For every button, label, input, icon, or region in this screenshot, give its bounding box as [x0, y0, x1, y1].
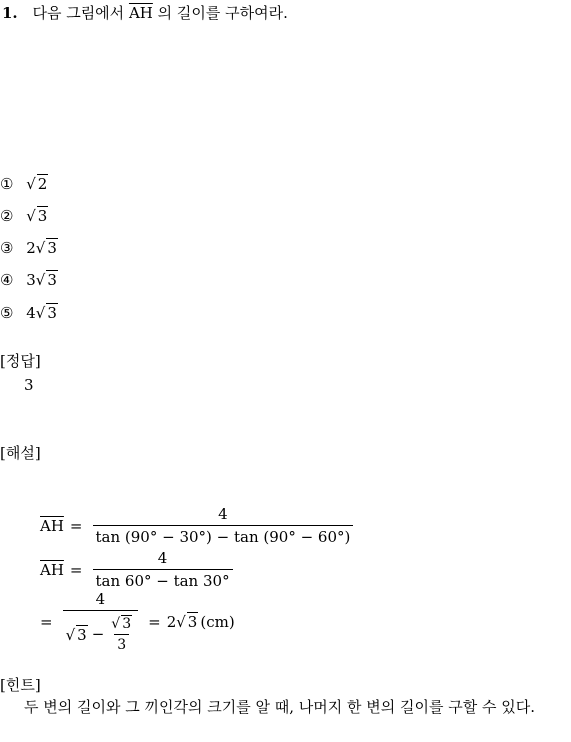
question-number: 1.	[2, 4, 18, 22]
option-2[interactable]	[0, 206, 48, 225]
sqrt-symbol: √ 3	[35, 239, 57, 257]
segment-ah: $\overline{AH}$	[40, 560, 64, 579]
option-marker: ⑤	[0, 304, 14, 322]
fraction: $\frac{√ 3}{3}$	[111, 616, 132, 653]
sqrt-symbol: √ 3	[35, 304, 57, 322]
segment-ah: $\overline{AH}$	[40, 516, 64, 535]
option-marker: ①	[0, 175, 14, 193]
question-line	[2, 2, 288, 23]
sqrt-symbol: √ 3	[111, 616, 132, 632]
fraction: $\frac{4}{\tan (90^\circ - 30^\circ) - \tan (90^\circ - 60^\circ)}$	[93, 505, 354, 546]
question-text-end: 의 길이를 구하여라.	[157, 4, 288, 22]
solution-line-1: $\overline{AH}$ = $\frac{4}{\tan (90^\circ - 30^\circ) - \tan (90^\circ - 60^\circ)}$	[40, 505, 357, 546]
sqrt-symbol: √ 2	[26, 175, 48, 193]
fraction: 4 √ 3 − $\frac{√ 3}{3}$	[63, 590, 139, 653]
option-5[interactable]: ⑤ 4√ 3	[0, 304, 57, 322]
option-3[interactable]: ③ 2√ 3	[0, 239, 57, 257]
hint-label: [힌트]	[0, 676, 41, 694]
option-marker: ②	[0, 207, 14, 225]
sqrt-symbol: √ 3	[35, 271, 57, 289]
answer-label: [정답]	[0, 352, 41, 370]
sqrt-symbol: √ 3	[26, 207, 48, 225]
sqrt-symbol: √ 3	[176, 613, 198, 631]
solution-line-3: = 4 √ 3 − $\frac{√ 3}{3}$ = 2 √ 3 (cm)	[40, 590, 235, 653]
option-marker: ④	[0, 271, 14, 289]
solution-label: [해설]	[0, 444, 41, 462]
sqrt-symbol: √ 3	[65, 625, 87, 644]
option-1[interactable]	[0, 174, 48, 193]
question-text: 다음 그림에서	[32, 4, 125, 22]
fraction: $\frac{4}{\tan 60^\circ - \tan 30^\circ}$	[93, 549, 233, 590]
segment-ah: $\overline{AH}$	[128, 4, 153, 22]
option-marker: ③	[0, 239, 14, 257]
answer-value: 3	[24, 376, 34, 394]
solution-line-2: $\overline{AH}$ = $\frac{4}{\tan 60^\circ - \tan 30^\circ}$	[40, 549, 237, 590]
hint-text: 두 변의 길이와 그 끼인각의 크기를 알 때, 나머지 한 변의 길이를 구할 수 있다.	[24, 698, 535, 716]
option-4[interactable]: ④ 3√ 3	[0, 271, 57, 289]
